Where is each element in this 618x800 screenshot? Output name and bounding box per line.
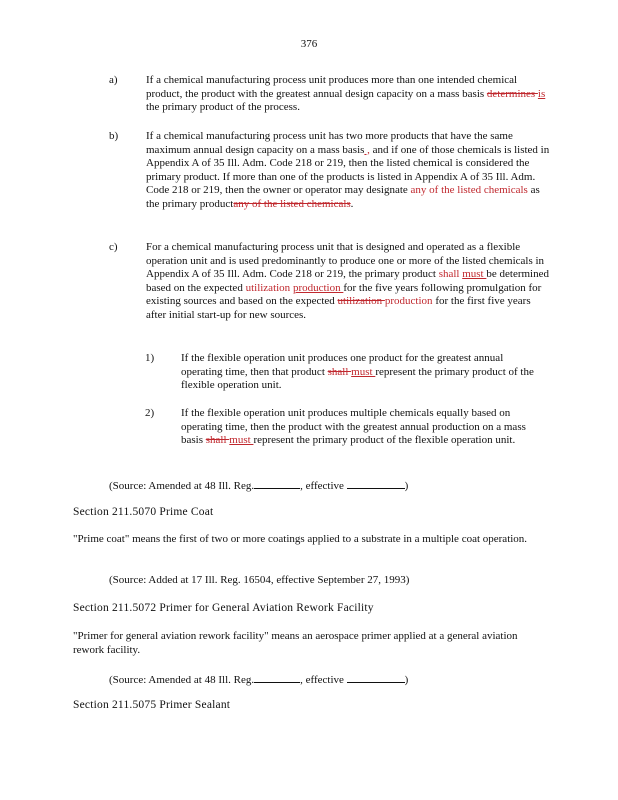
section-5072-text: "Primer for general aviation rework facility" means an aerospace primer applied at a general aviation rework facility. (73, 630, 518, 656)
source-note-2: (Source: Amended at 48 Ill. Reg. , effective ) (109, 674, 409, 686)
item-c-label: c) (109, 241, 118, 253)
item-c1-text: If the flexible operation unit produces one product for the greatest annual operating time, then that product shall must represent the primary product of the flexible operation unit. (181, 352, 534, 392)
inserted-text: utilization (245, 281, 291, 294)
inserted-text: must (229, 434, 254, 447)
inserted-text: any of the listed chemicals (410, 184, 528, 197)
inserted-text: must (351, 365, 376, 378)
inserted-text: production (384, 295, 433, 308)
section-5070-heading: Section 211.5070 Prime Coat (73, 506, 214, 518)
inserted-text: production (292, 281, 344, 294)
blank-line (254, 478, 300, 489)
section-5072-heading: Section 211.5072 Primer for General Aviation Rework Facility (73, 602, 374, 614)
item-c1-label: 1) (145, 352, 155, 364)
blank-line (347, 478, 405, 489)
inserted-text: is (537, 87, 546, 100)
page-number: 376 (300, 38, 318, 50)
item-a-label: a) (109, 74, 118, 86)
blank-line (347, 672, 405, 683)
section-5070-source: (Source: Added at 17 Ill. Reg. 16504, effective September 27, 1993) (109, 574, 410, 586)
deleted-text: shall (327, 365, 352, 378)
deleted-text: utilization (337, 295, 385, 308)
deleted-text: shall (205, 434, 230, 447)
item-a-text: If a chemical manufacturing process unit produces more than one intended chemical product, the product with the greatest annual design capacity on a mass basis determines is the primary product of the process. (146, 74, 546, 114)
section-5070-text: "Prime coat" means the first of two or more coatings applied to a substrate in a multiple coat operation. (73, 533, 528, 545)
item-b-text: If a chemical manufacturing process unit has two more products that have the same maximum annual design capacity on a mass basis , and if one of those chemicals is listed in Appendix A of 35 Ill. Adm. Code 218 or 219, then the listed chemical is considered the primary product. If more than one of the products is listed in Appendix A of 35 Ill. Adm. Code 218 or 219, then the owner or operator may designate any of the listed chemicals as the primary productany of the listed chemicals. (146, 130, 550, 210)
inserted-text: , (364, 143, 370, 156)
blank-line (254, 672, 300, 683)
section-5075-heading: Section 211.5075 Primer Sealant (73, 699, 231, 711)
inserted-text: shall (438, 268, 463, 281)
deleted-text: any of the listed chemicals (233, 197, 351, 210)
item-c-text: For a chemical manufacturing process unit that is designed and operated as a flexible operation unit and is used predominantly to produce one or more of the listed chemicals in Appendix A of 35 Ill. Adm. Code 218 or 219, the primary product shall must be determined based on the expected utilization production for the five years following promulgation for existing sources and based on the expected utilization production for the first five years after initial start-up for new sources. (146, 241, 549, 321)
inserted-text: must (462, 268, 487, 281)
item-c2-label: 2) (145, 407, 155, 419)
item-c2-text: If the flexible operation unit produces multiple chemicals equally based on operating time, then the product with the greatest annual production on a mass basis shall must represent the primary product of the flexible operation unit. (181, 407, 526, 447)
deleted-text: determines (486, 87, 538, 100)
item-b-label: b) (109, 130, 119, 142)
source-note-1: (Source: Amended at 48 Ill. Reg. , effective ) (109, 480, 409, 492)
